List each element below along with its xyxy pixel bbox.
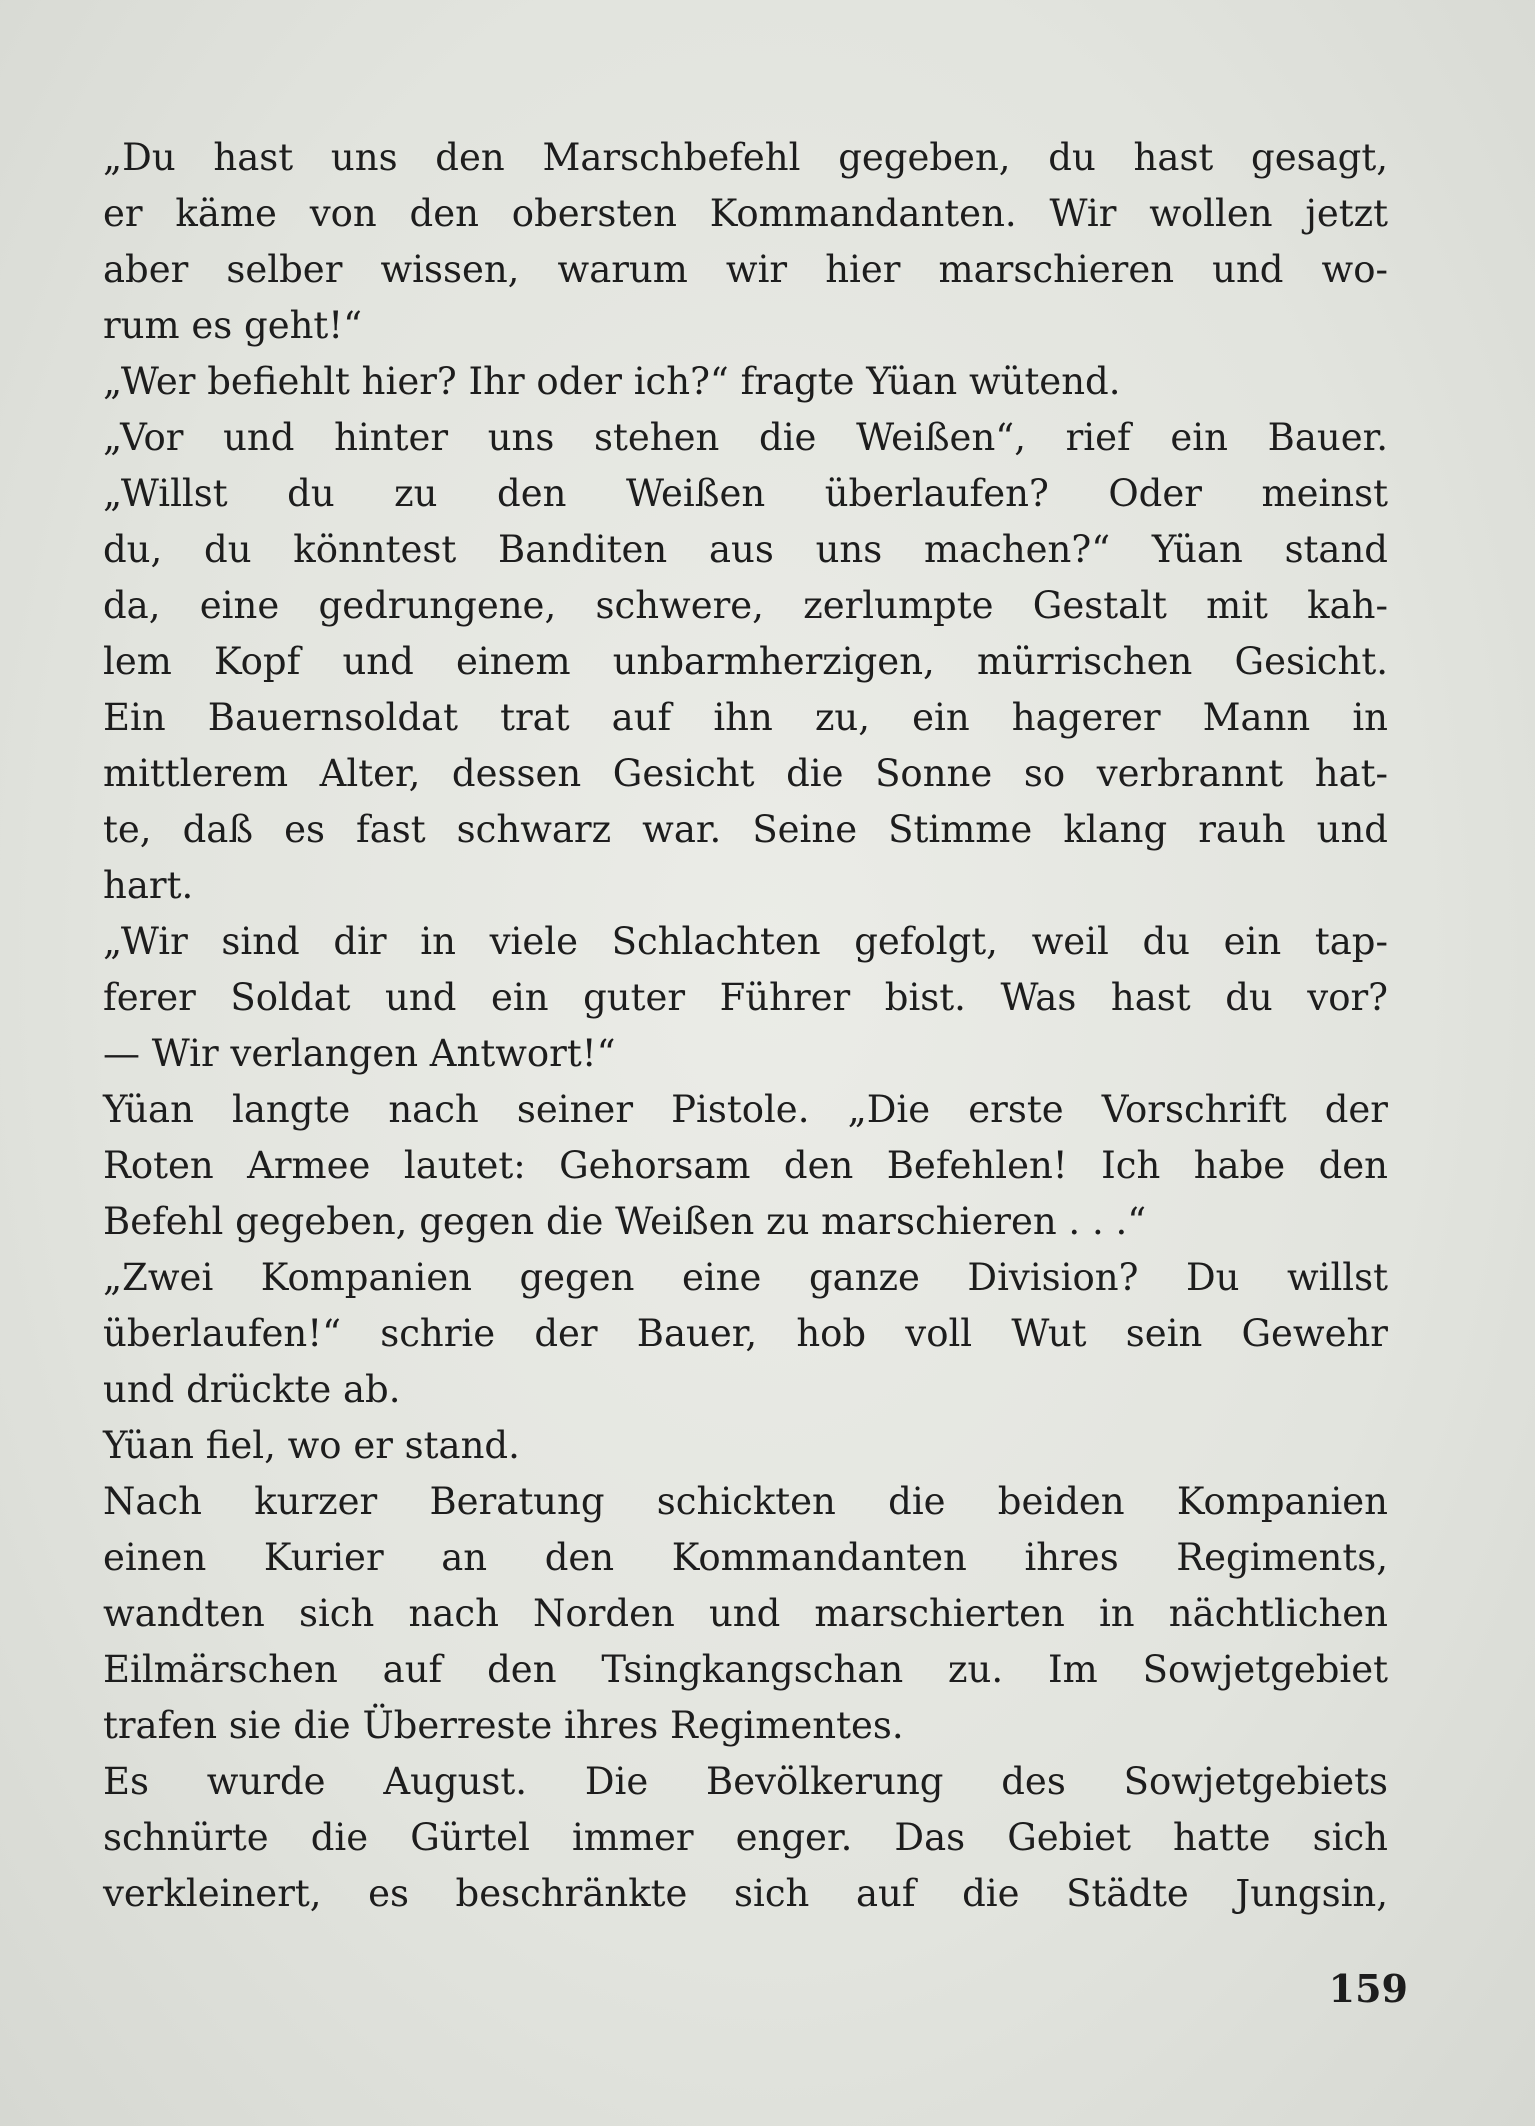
text-line: Yüan langte nach seiner Pistole. „Die erste Vorschrift der	[103, 1088, 1388, 1131]
text-line: „Vor und hinter uns stehen die Weißen“, rief ein Bauer.	[103, 416, 1388, 459]
text-line: Ein Bauernsoldat trat auf ihn zu, ein hagerer Mann in	[103, 696, 1388, 739]
text-line: hart.	[103, 864, 194, 907]
text-line: du, du könntest Banditen aus uns machen?“ Yüan stand	[103, 528, 1388, 571]
text-line: „Zwei Kompanien gegen eine ganze Division? Du willst	[103, 1256, 1388, 1299]
text-line: da, eine gedrungene, schwere, zerlumpte Gestalt mit kah-	[103, 584, 1388, 627]
text-line: ferer Soldat und ein guter Führer bist. Was hast du vor?	[103, 976, 1388, 1019]
page-number: 159	[1328, 1966, 1408, 2011]
text-line: trafen sie die Überreste ihres Regimentes.	[103, 1704, 904, 1747]
text-line: Es wurde August. Die Bevölkerung des Sowjetgebiets	[103, 1760, 1388, 1803]
text-line: rum es geht!“	[103, 304, 363, 347]
text-line: „Wir sind dir in viele Schlachten gefolgt, weil du ein tap-	[103, 920, 1388, 963]
text-line: — Wir verlangen Antwort!“	[103, 1032, 616, 1075]
text-line: Eilmärschen auf den Tsingkangschan zu. Im Sowjetgebiet	[103, 1648, 1388, 1691]
text-line: überlaufen!“ schrie der Bauer, hob voll Wut sein Gewehr	[103, 1312, 1388, 1355]
text-line: wandten sich nach Norden und marschierten in nächtlichen	[103, 1592, 1388, 1635]
text-line: Befehl gegeben, gegen die Weißen zu marschieren . . .“	[103, 1200, 1147, 1243]
text-line: aber selber wissen, warum wir hier marschieren und wo-	[103, 248, 1388, 291]
text-line: lem Kopf und einem unbarmherzigen, mürrischen Gesicht.	[103, 640, 1388, 683]
text-line: Nach kurzer Beratung schickten die beiden Kompanien	[103, 1480, 1388, 1523]
text-line: Roten Armee lautet: Gehorsam den Befehlen! Ich habe den	[103, 1144, 1388, 1187]
text-line: te, daß es fast schwarz war. Seine Stimme klang rauh und	[103, 808, 1388, 851]
text-line: schnürte die Gürtel immer enger. Das Gebiet hatte sich	[103, 1816, 1388, 1859]
text-line: „Wer befiehlt hier? Ihr oder ich?“ fragte Yüan wütend.	[103, 360, 1121, 403]
text-line: einen Kurier an den Kommandanten ihres Regiments,	[103, 1536, 1388, 1579]
text-line: und drückte ab.	[103, 1368, 401, 1411]
text-line: verkleinert, es beschränkte sich auf die Städte Jungsin,	[103, 1872, 1388, 1915]
text-line: „Willst du zu den Weißen überlaufen? Oder meinst	[103, 472, 1388, 515]
text-line: mittlerem Alter, dessen Gesicht die Sonne so verbrannt hat-	[103, 752, 1388, 795]
text-line: Yüan fiel, wo er stand.	[103, 1424, 520, 1467]
text-line: er käme von den obersten Kommandanten. Wir wollen jetzt	[103, 192, 1388, 235]
text-line: „Du hast uns den Marschbefehl gegeben, du hast gesagt,	[103, 136, 1388, 179]
